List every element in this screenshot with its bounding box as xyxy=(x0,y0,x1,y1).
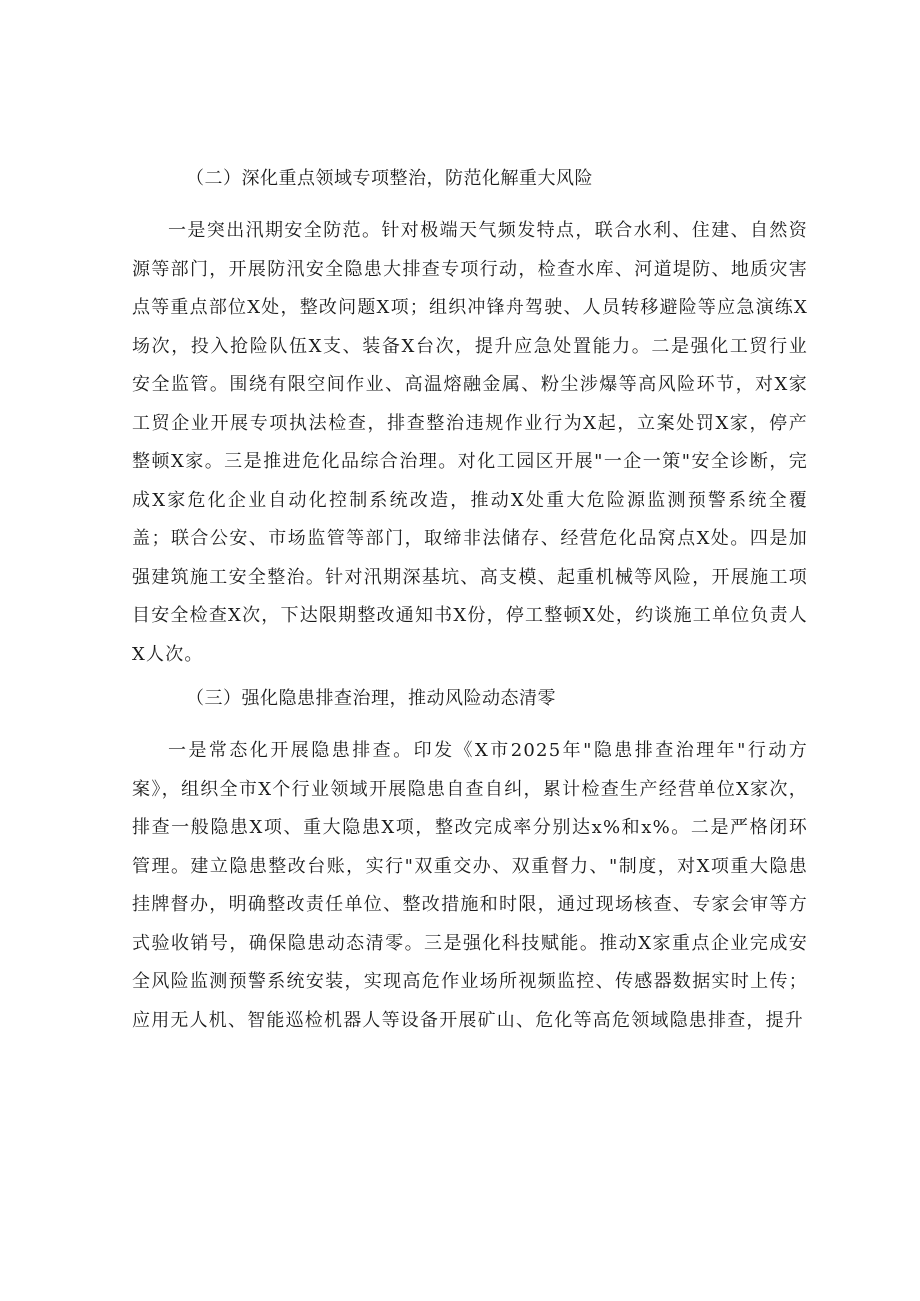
section-paragraph-3: 一是常态化开展隐患排查。印发《X市2025年"隐患排查治理年"行动方案》，组织全市X个行业领域开展隐患自查自纠，累计检查生产经营单位X家次，排查一般隐患X项、重大隐患X项，整改完成率分别达x%和x%。二是严格闭环管理。建立隐患整改台账，实行"双重交办、双重督力、"制度，对X项重大隐患挂牌督办，明确整改责任单位、整改措施和时限，通过现场核查、专家会审等方式验收销号，确保隐患动态清零。三是强化科技赋能。推动X家重点企业完成安全风险监测预警系统安装，实现高危作业场所视频监控、传感器数据实时上传；应用无人机、智能巡检机器人等设备开展矿山、危化等高危领域隐患排查，提升 xyxy=(132,740,808,1031)
section-heading-2: （二）深化重点领域专项整治，防范化解重大风险 xyxy=(186,168,593,189)
section-heading-3: （三）强化隐患排查治理，推动风险动态清零 xyxy=(186,688,556,709)
document-body xyxy=(132,160,808,1040)
section-paragraph-2: 一是突出汛期安全防范。针对极端天气频发特点，联合水利、住建、自然资源等部门，开展防汛安全隐患大排查专项行动，检查水库、河道堤防、地质灾害点等重点部位X处，整改问题X项；组织冲锋舟驾驶、人员转移避险等应急演练X场次，投入抢险队伍X支、装备X台次，提升应急处置能力。二是强化工贸行业安全监管。围绕有限空间作业、高温熔融金属、粉尘涉爆等高风险环节，对X家工贸企业开展专项执法检查，排查整治违规作业行为X起，立案处罚X家，停产整顿X家。三是推进危化品综合治理。对化工园区开展"一企一策"安全诊断，完成X家危化企业自动化控制系统改造，推动X处重大危险源监测预警系统全覆盖；联合公安、市场监管等部门，取缔非法储存、经营危化品窝点X处。四是加强建筑施工安全整治。针对汛期深基坑、高支模、起重机械等风险，开展施工项目安全检查X次，下达限期整改通知书X份，停工整顿X处，约谈施工单位负责人X人次。 xyxy=(132,220,808,665)
